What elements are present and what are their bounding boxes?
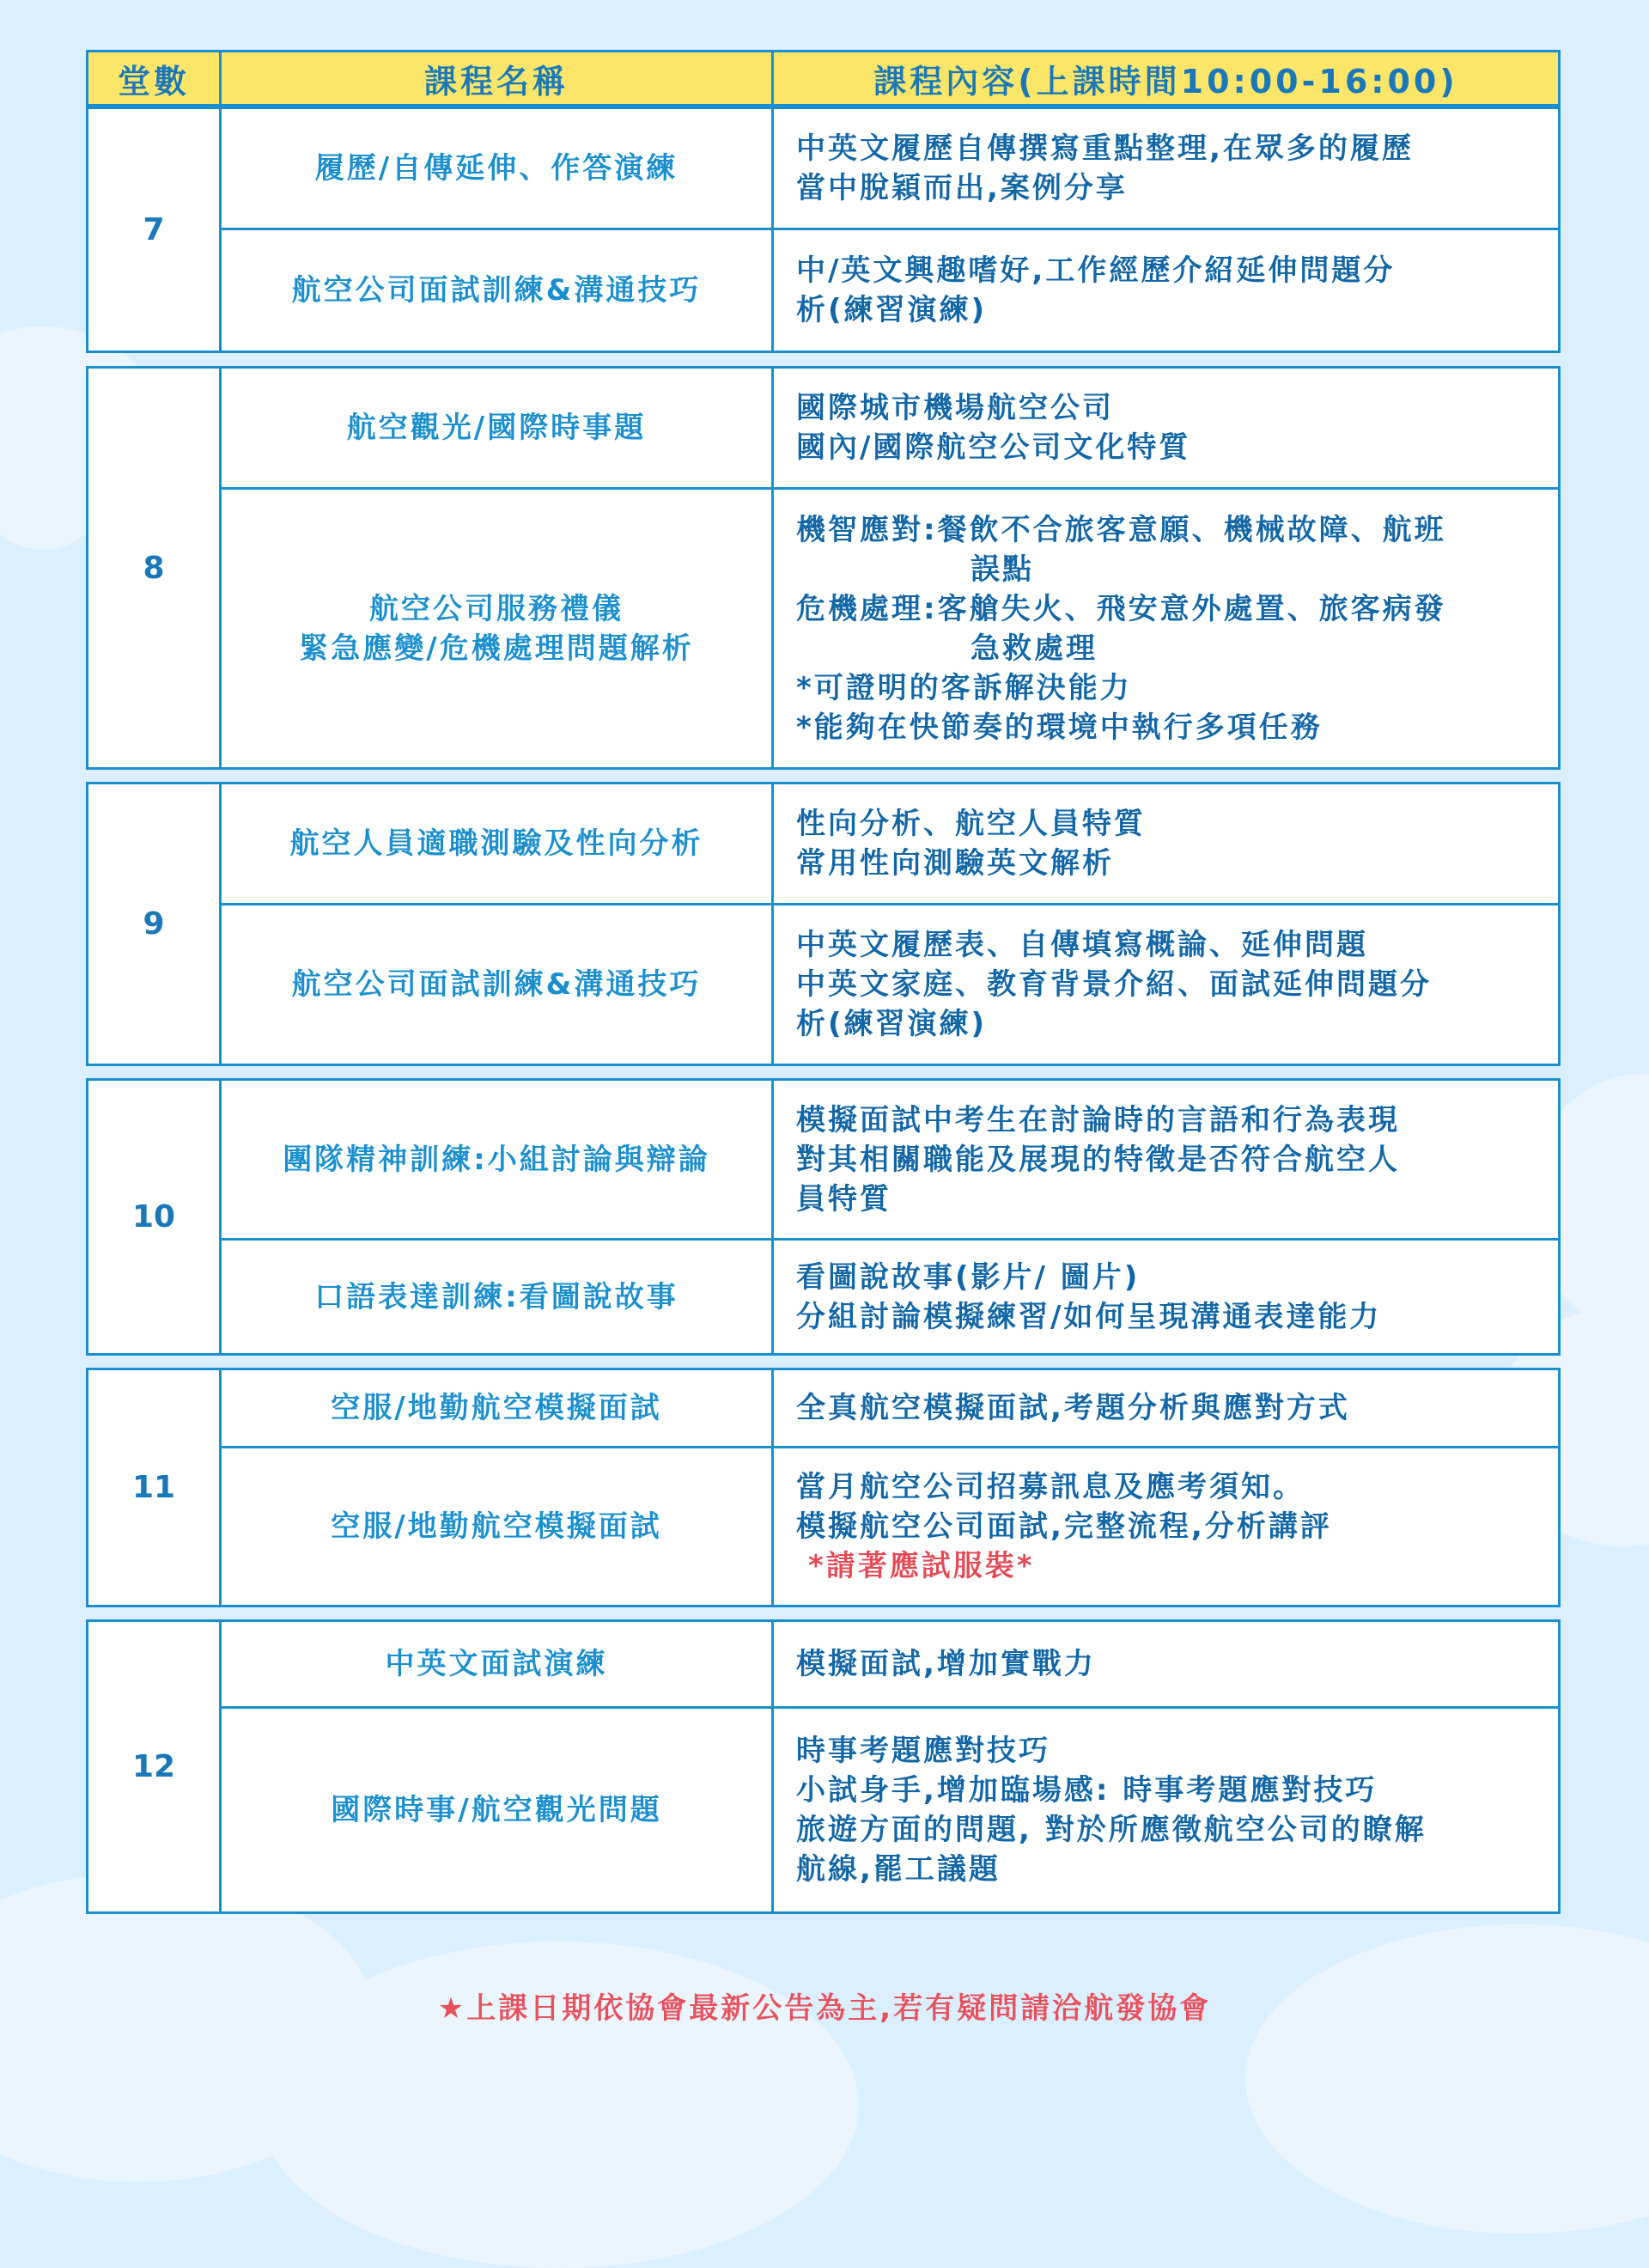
course-name	[222, 369, 774, 487]
course-content	[774, 230, 1558, 351]
content-line: 機智應對:餐飲不合旅客意願、機械故障、航班	[796, 512, 1446, 547]
table-row	[222, 109, 1558, 230]
content-line: 當中脫穎而出,案例分享	[796, 171, 1128, 205]
dress-code-note: *請著應試服裝*	[808, 1549, 1035, 1583]
content-line: 航線,罷工議題	[796, 1852, 1001, 1887]
course-name	[222, 109, 774, 228]
footnote: ★上課日期依協會最新公告為主,若有疑問請洽航發協會	[437, 1991, 1212, 2026]
session-number: 11	[88, 1370, 222, 1605]
course-content	[774, 1622, 1558, 1706]
table-row	[222, 784, 1558, 905]
course-name	[222, 230, 774, 351]
course-name-line: 口語表達訓練:看圖說故事	[314, 1279, 678, 1314]
table-row	[222, 905, 1558, 1064]
content-line: 對其相關職能及展現的特徵是否符合航空人	[796, 1142, 1400, 1177]
content-line: 員特質	[796, 1181, 891, 1216]
content-line: 析(練習演練)	[796, 293, 988, 327]
session-group-9	[86, 782, 1561, 1066]
course-content	[774, 784, 1558, 903]
header-course-content: 課程內容(上課時間10:00-16:00)	[873, 62, 1458, 101]
course-name-line: 空服/地勤航空模擬面試	[331, 1509, 662, 1544]
course-name	[222, 1622, 774, 1706]
course-name	[222, 1241, 774, 1353]
table-row	[222, 490, 1558, 767]
content-line: 模擬面試,增加實戰力	[796, 1647, 1096, 1681]
course-content	[774, 109, 1558, 228]
content-line: 急救處理	[971, 631, 1098, 666]
session-number: 8	[88, 369, 222, 767]
table-row	[222, 1241, 1558, 1353]
header-course-name: 課程名稱	[222, 52, 774, 104]
session-group-12	[86, 1619, 1561, 1914]
course-content	[774, 905, 1558, 1064]
course-name-line: 航空觀光/國際時事題	[346, 411, 647, 445]
content-line: 中英文家庭、教育背景介紹、面試延伸問題分	[796, 967, 1432, 1002]
session-group-10	[86, 1078, 1561, 1356]
table-row	[222, 1448, 1558, 1605]
table-row	[222, 1081, 1558, 1241]
course-name-line: 空服/地勤航空模擬面試	[331, 1391, 662, 1425]
course-content	[774, 1241, 1558, 1353]
course-name-line: 國際時事/航空觀光問題	[331, 1793, 662, 1827]
content-line: 中英文履歷表、自傳填寫概論、延伸問題	[796, 928, 1368, 962]
session-group-11	[86, 1368, 1561, 1607]
course-name	[222, 1081, 774, 1238]
course-name	[222, 1448, 774, 1605]
content-line: *能夠在快節奏的環境中執行多項任務	[796, 710, 1323, 745]
content-line: 時事考題應對技巧	[796, 1734, 1050, 1768]
course-content	[774, 369, 1558, 487]
course-name	[222, 490, 774, 767]
course-name-line: 航空公司面試訓練&溝通技巧	[291, 273, 702, 308]
content-line: 全真航空模擬面試,考題分析與應對方式	[796, 1391, 1350, 1425]
course-content	[774, 1709, 1558, 1911]
course-name-line: 航空人員適職測驗及性向分析	[289, 826, 703, 861]
session-number: 7	[88, 109, 222, 351]
table-header	[86, 50, 1561, 107]
content-line: 看圖說故事(影片/ 圖片)	[796, 1259, 1141, 1295]
session-group-8	[86, 366, 1561, 770]
table-row	[222, 230, 1558, 351]
course-name-line: 緊急應變/危機處理問題解析	[299, 631, 694, 666]
table-row	[222, 1370, 1558, 1448]
session-number: 9	[88, 784, 222, 1064]
content-line: 性向分析、航空人員特質	[796, 807, 1146, 841]
session-group-7	[86, 107, 1561, 353]
session-number: 12	[88, 1622, 222, 1911]
course-name-line: 團隊精神訓練:小組討論與辯論	[283, 1142, 710, 1177]
content-line: 分組討論模擬練習/如何呈現溝通表達能力	[796, 1299, 1382, 1334]
content-line: 小試身手,增加臨場感: 時事考題應對技巧	[796, 1773, 1378, 1808]
header-session: 堂數	[88, 52, 222, 104]
content-line: 常用性向測驗英文解析	[796, 846, 1114, 881]
content-line: 國內/國際航空公司文化特質	[796, 430, 1191, 465]
course-name	[222, 1709, 774, 1911]
course-name	[222, 905, 774, 1064]
cloud-decoration	[1245, 1924, 1649, 2234]
course-content	[774, 1448, 1558, 1605]
course-content	[774, 1370, 1558, 1446]
content-line: 中英文履歷自傳撰寫重點整理,在眾多的履歷	[796, 131, 1414, 166]
content-line: 當月航空公司招募訊息及應考須知。	[796, 1470, 1305, 1504]
content-line: 模擬面試中考生在討論時的言語和行為表現	[796, 1102, 1400, 1137]
table-row	[222, 1709, 1558, 1911]
course-name	[222, 1370, 774, 1446]
content-line: 誤點	[971, 552, 1034, 587]
content-line: 模擬航空公司面試,完整流程,分析講評	[796, 1509, 1332, 1544]
table-row	[222, 369, 1558, 490]
session-number: 10	[88, 1081, 222, 1353]
course-content	[774, 490, 1558, 767]
content-line: 危機處理:客艙失火、飛安意外處置、旅客病發	[796, 591, 1446, 626]
course-name-line: 航空公司服務禮儀	[369, 591, 624, 626]
course-name	[222, 784, 774, 903]
content-line: 旅遊方面的問題, 對於所應徵航空公司的瞭解	[796, 1813, 1427, 1847]
course-content	[774, 1081, 1558, 1238]
table-row	[222, 1622, 1558, 1709]
content-line: *可證明的客訴解決能力	[796, 670, 1132, 705]
content-line: 析(練習演練)	[796, 1007, 988, 1041]
course-name-line: 航空公司面試訓練&溝通技巧	[291, 967, 702, 1002]
content-line: 中/英文興趣嗜好,工作經歷介紹延伸問題分	[796, 253, 1396, 288]
course-name-line: 中英文面試演練	[385, 1647, 608, 1681]
course-name-line: 履歷/自傳延伸、作答演練	[314, 151, 678, 186]
content-line: 國際城市機場航空公司	[796, 391, 1114, 425]
